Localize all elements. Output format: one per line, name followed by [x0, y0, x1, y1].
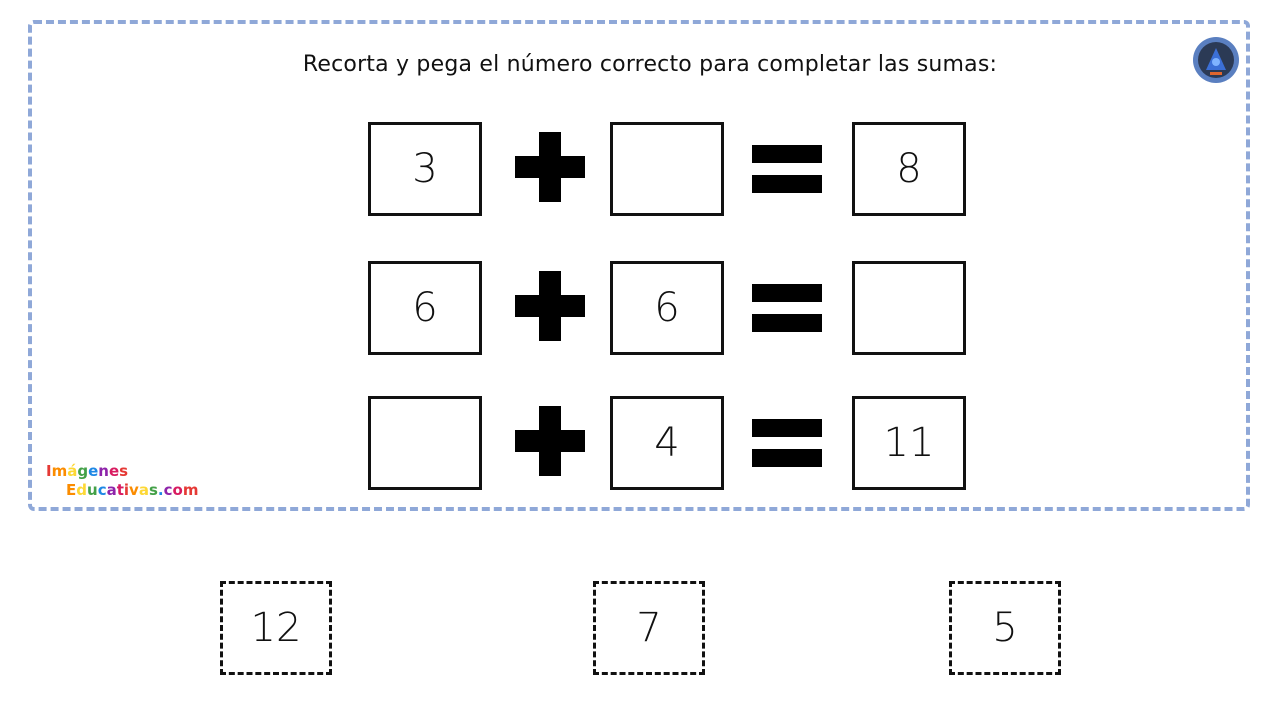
equals-icon — [752, 419, 822, 469]
eq3-result: 11 — [852, 396, 966, 490]
cutout-tile[interactable]: 5 — [949, 581, 1061, 675]
brand-logo-text — [46, 462, 198, 500]
eq3-addend-a-blank[interactable] — [368, 396, 482, 490]
plus-icon — [515, 132, 585, 202]
equals-icon — [752, 145, 822, 195]
equals-icon — [752, 284, 822, 334]
eq3-addend-b: 4 — [610, 396, 724, 490]
eq2-addend-a: 6 — [368, 261, 482, 355]
eq2-addend-b: 6 — [610, 261, 724, 355]
school-badge-icon — [1192, 36, 1240, 84]
eq1-result: 8 — [852, 122, 966, 216]
eq1-addend-a: 3 — [368, 122, 482, 216]
cutout-tile[interactable]: 7 — [593, 581, 705, 675]
eq1-addend-b-blank[interactable] — [610, 122, 724, 216]
plus-icon — [515, 406, 585, 476]
brand-line1: Imágenes — [46, 462, 129, 480]
cutout-tile[interactable]: 12 — [220, 581, 332, 675]
eq2-result-blank[interactable] — [852, 261, 966, 355]
instruction-text: Recorta y pega el número correcto para completar las sumas: — [302, 52, 998, 77]
plus-icon — [515, 271, 585, 341]
brand-line2: Educativas.com — [66, 481, 199, 499]
